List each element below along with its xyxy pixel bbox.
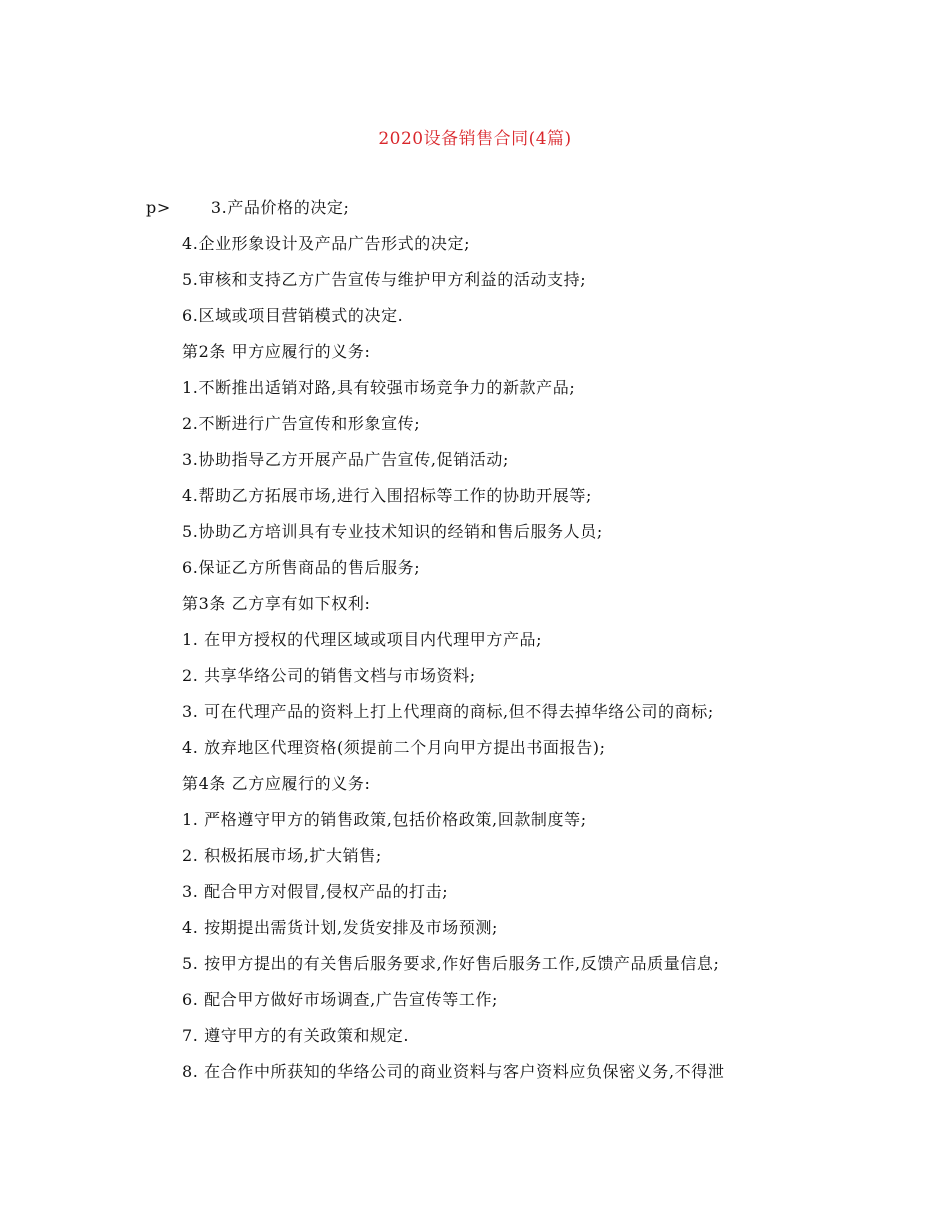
document-line: 3. 可在代理产品的资料上打上代理商的商标,但不得去掉华络公司的商标; [182, 702, 714, 721]
document-line: 2.不断进行广告宣传和形象宣传; [182, 414, 421, 433]
document-line: 第3条 乙方享有如下权利: [182, 594, 371, 613]
document-line-first [146, 196, 350, 220]
document-line: 8. 在合作中所获知的华络公司的商业资料与客户资料应负保密义务,不得泄 [182, 1062, 725, 1081]
document-line: 4.企业形象设计及产品广告形式的决定; [182, 234, 471, 253]
document-line: 3.协助指导乙方开展产品广告宣传,促销活动; [182, 450, 509, 469]
document-line: 6.保证乙方所售商品的售后服务; [182, 558, 421, 577]
document-line: 第4条 乙方应履行的义务: [182, 774, 371, 793]
line-text: 3.产品价格的决定; [210, 198, 350, 217]
document-line: 1. 在甲方授权的代理区域或项目内代理甲方产品; [182, 630, 543, 649]
document-line: 第2条 甲方应履行的义务: [182, 342, 371, 361]
line-prefix: p> [146, 198, 171, 217]
document-line: 1. 严格遵守甲方的销售政策,包括价格政策,回款制度等; [182, 810, 587, 829]
document-line: 3. 配合甲方对假冒,侵权产品的打击; [182, 882, 449, 901]
document-line: 6. 配合甲方做好市场调查,广告宣传等工作; [182, 990, 499, 1009]
document-line: 4.帮助乙方拓展市场,进行入围招标等工作的协助开展等; [182, 486, 592, 505]
document-line: 1.不断推出适销对路,具有较强市场竞争力的新款产品; [182, 378, 576, 397]
document-line: 5.协助乙方培训具有专业技术知识的经销和售后服务人员; [182, 522, 603, 541]
document-line: 4. 按期提出需货计划,发货安排及市场预测; [182, 918, 499, 937]
document-line: 4. 放弃地区代理资格(须提前二个月向甲方提出书面报告); [182, 738, 606, 757]
document-line: 7. 遵守甲方的有关政策和规定. [182, 1026, 410, 1045]
document-title: 2020设备销售合同(4篇) [378, 129, 572, 149]
document-line: 2. 积极拓展市场,扩大销售; [182, 846, 382, 865]
document-line: 6.区域或项目营销模式的决定. [182, 306, 404, 325]
document-line: 2. 共享华络公司的销售文档与市场资料; [182, 666, 476, 685]
document-line: 5.审核和支持乙方广告宣传与维护甲方利益的活动支持; [182, 270, 587, 289]
document-line: 5. 按甲方提出的有关售后服务要求,作好售后服务工作,反馈产品质量信息; [182, 954, 720, 973]
